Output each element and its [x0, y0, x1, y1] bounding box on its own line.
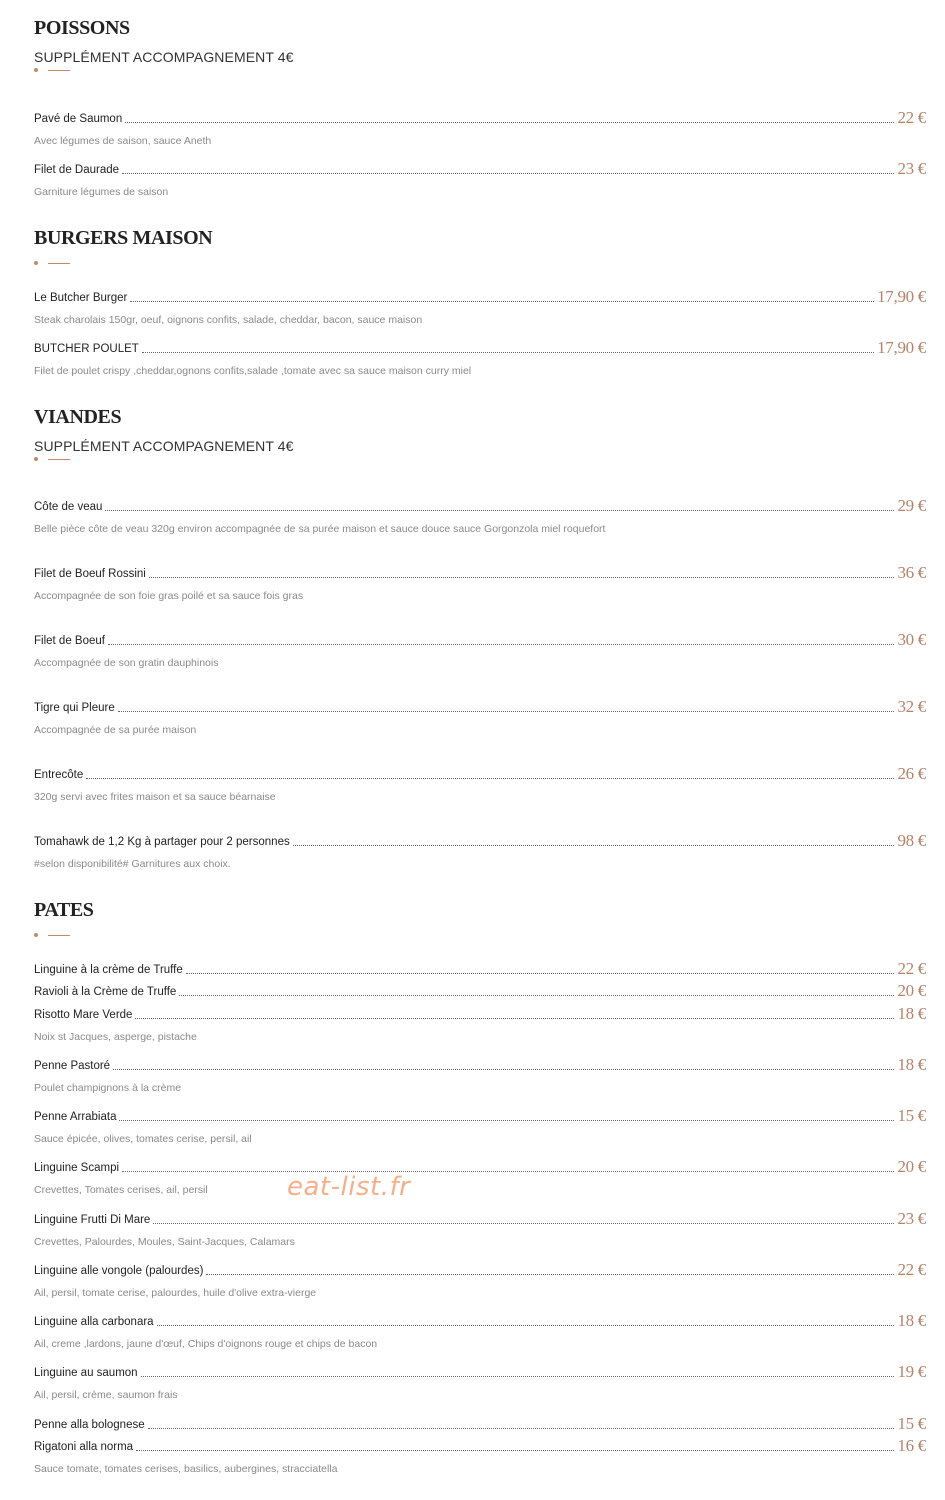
item-price: 22 €: [897, 959, 926, 978]
item-price: 30 €: [897, 630, 926, 649]
menu-item: [34, 1156, 926, 1197]
section-burgers-header: [34, 227, 926, 269]
item-name: Linguine au saumon: [34, 1367, 138, 1379]
item-price: 17,90 €: [877, 287, 926, 306]
menu-item: [34, 763, 926, 804]
dot-leader: [125, 121, 894, 123]
item-description: Noix st Jacques, asperge, pistache: [34, 1031, 197, 1043]
menu-item: [34, 1413, 926, 1433]
item-price: 20 €: [897, 981, 926, 1000]
dot-leader: [141, 1375, 895, 1377]
section-divider: [34, 66, 926, 76]
item-description: Accompagnée de son gratin dauphinois: [34, 657, 219, 669]
dot-leader: [186, 972, 895, 974]
dot-leader: [148, 1427, 895, 1429]
item-name: BUTCHER POULET: [34, 343, 139, 355]
item-description: Sauce épicée, olives, tomates cerise, persil, ail: [34, 1133, 252, 1145]
section-title: PATES: [34, 899, 94, 921]
item-price: 36 €: [897, 563, 926, 582]
item-price: 22 €: [897, 108, 926, 127]
item-price: 29 €: [897, 496, 926, 515]
item-description: Ail, persil, tomate cerise, palourdes, huile d'olive extra-vierge: [34, 1287, 317, 1299]
section-viandes-header: [34, 406, 926, 465]
dot-leader: [135, 1017, 894, 1019]
item-price: 18 €: [897, 1004, 926, 1023]
dot-leader: [157, 1324, 895, 1326]
dot-leader: [108, 643, 894, 645]
item-name: Le Butcher Burger: [34, 292, 128, 304]
item-description: Crevettes, Tomates cerises, ail, persil: [34, 1184, 208, 1196]
menu-item: [34, 696, 926, 737]
dot-leader: [113, 1068, 894, 1070]
item-description: Poulet champignons à la crème: [34, 1082, 182, 1094]
item-name: Linguine alla carbonara: [34, 1316, 154, 1328]
item-name: Filet de Daurade: [34, 164, 120, 176]
item-description: Accompagnée de sa purée maison: [34, 724, 197, 736]
menu-item: [34, 1310, 926, 1351]
section-title: POISSONS: [34, 17, 130, 39]
dot-leader: [118, 710, 895, 712]
item-description: Steak charolais 150gr, oeuf, oignons confits, salade, cheddar, bacon, sauce maison: [34, 314, 423, 326]
item-name: Tomahawk de 1,2 Kg à partager pour 2 personnes: [34, 836, 290, 848]
dot-leader: [119, 1119, 894, 1121]
item-name: Penne alla bolognese: [34, 1419, 145, 1431]
menu-item: [34, 830, 926, 871]
item-name: Tigre qui Pleure: [34, 702, 115, 714]
item-name: Pavé de Saumon: [34, 113, 123, 125]
dot-leader: [153, 1222, 894, 1224]
item-price: 18 €: [897, 1311, 926, 1330]
item-description: Ail, creme ,lardons, jaune d'œuf, Chips d'oignons rouge et chips de bacon: [34, 1338, 378, 1350]
dot-leader: [105, 509, 894, 511]
item-description: Filet de poulet crispy ,cheddar,ognons confits,salade ,tomate avec sa sauce maison curry miel: [34, 365, 472, 377]
dot-leader: [179, 994, 894, 996]
item-description: Avec légumes de saison, sauce Aneth: [34, 135, 212, 147]
item-price: 17,90 €: [877, 338, 926, 357]
section-title: BURGERS MAISON: [34, 227, 213, 249]
item-name: Entrecôte: [34, 769, 84, 781]
dot-leader: [293, 844, 895, 846]
item-description: Ail, persil, crème, saumon frais: [34, 1389, 178, 1401]
item-name: Filet de Boeuf Rossini: [34, 568, 146, 580]
item-description: Crevettes, Palourdes, Moules, Saint-Jacques, Calamars: [34, 1236, 295, 1248]
dot-leader: [122, 1170, 894, 1172]
section-divider: [34, 931, 926, 941]
item-description: Belle pièce côte de veau 320g environ accompagnée de sa purée maison et sauce douce sauce Gorgonzola miel roquefort: [34, 523, 606, 535]
item-name: Filet de Boeuf: [34, 635, 105, 647]
item-description: Sauce tomate, tomates cerises, basilics, aubergines, stracciatella: [34, 1463, 338, 1475]
menu-item: [34, 980, 926, 1000]
item-description: #selon disponibilité# Garnitures aux choix.: [34, 858, 231, 870]
menu-item: [34, 107, 926, 148]
item-description: 320g servi avec frites maison et sa sauce béarnaise: [34, 791, 276, 803]
item-price: 15 €: [897, 1106, 926, 1125]
menu-item: [34, 337, 926, 378]
item-price: 23 €: [897, 159, 926, 178]
dot-leader: [149, 576, 895, 578]
menu-item: [34, 562, 926, 603]
item-price: 26 €: [897, 764, 926, 783]
item-name: Penne Arrabiata: [34, 1111, 117, 1123]
section-pates-header: [34, 899, 926, 941]
item-price: 22 €: [897, 1260, 926, 1279]
section-divider: [34, 455, 926, 465]
item-description: Accompagnée de son foie gras poilé et sa sauce fois gras: [34, 590, 304, 602]
dot-leader: [86, 777, 894, 779]
section-subtitle: SUPPLÉMENT ACCOMPAGNEMENT 4€: [34, 438, 294, 454]
menu-item: [34, 286, 926, 327]
watermark-logo: eat-list.fr: [287, 1172, 411, 1202]
section-poissons-header: [34, 17, 926, 76]
item-price: 18 €: [897, 1055, 926, 1074]
menu-item: [34, 629, 926, 670]
dot-leader: [122, 172, 894, 174]
section-divider: [34, 259, 926, 269]
menu-item: [34, 958, 926, 978]
item-name: Linguine Scampi: [34, 1162, 120, 1174]
item-name: Linguine à la crème de Truffe: [34, 964, 183, 976]
item-name: Rigatoni alla norma: [34, 1441, 134, 1453]
menu-item: [34, 1435, 926, 1476]
dot-leader: [206, 1273, 894, 1275]
menu-item: [34, 1361, 926, 1402]
item-name: Linguine alle vongole (palourdes): [34, 1265, 204, 1277]
menu-item: [34, 1054, 926, 1095]
item-price: 16 €: [897, 1436, 926, 1455]
item-price: 19 €: [897, 1362, 926, 1381]
item-price: 23 €: [897, 1209, 926, 1228]
menu-item: [34, 1105, 926, 1146]
dot-leader: [130, 300, 874, 302]
menu-item: [34, 1208, 926, 1249]
item-name: Côte de veau: [34, 501, 103, 513]
menu-item: [34, 1259, 926, 1300]
dot-leader: [136, 1449, 894, 1451]
item-name: Risotto Mare Verde: [34, 1009, 133, 1021]
item-name: Penne Pastoré: [34, 1060, 111, 1072]
item-price: 98 €: [897, 831, 926, 850]
dot-leader: [142, 351, 874, 353]
section-title: VIANDES: [34, 406, 122, 428]
menu-item: [34, 495, 926, 536]
item-price: 15 €: [897, 1414, 926, 1433]
menu-item: [34, 1003, 926, 1044]
menu-item: [34, 158, 926, 199]
section-subtitle: SUPPLÉMENT ACCOMPAGNEMENT 4€: [34, 49, 294, 65]
item-price: 32 €: [897, 697, 926, 716]
item-name: Ravioli à la Crème de Truffe: [34, 986, 177, 998]
item-description: Garniture légumes de saison: [34, 186, 169, 198]
item-name: Linguine Frutti Di Mare: [34, 1214, 151, 1226]
item-price: 20 €: [897, 1157, 926, 1176]
